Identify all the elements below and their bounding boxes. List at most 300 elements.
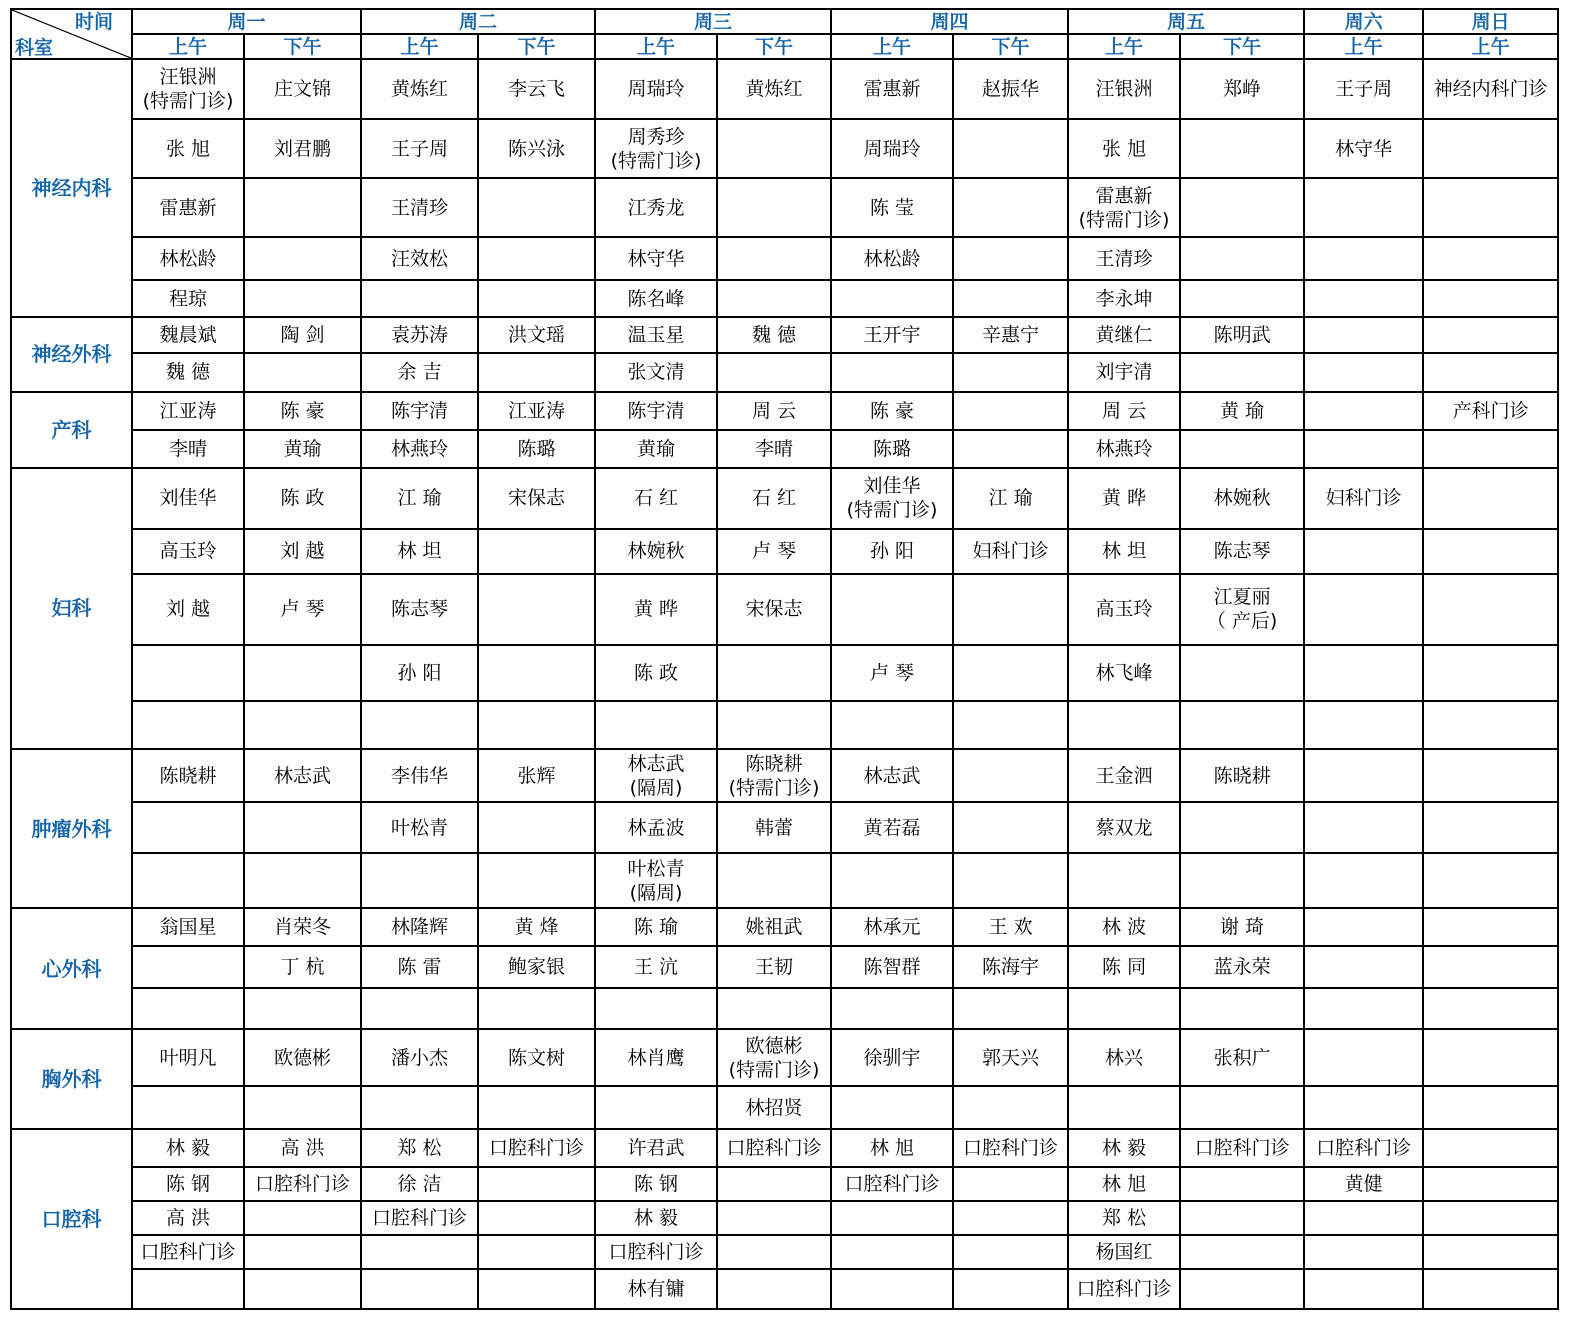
clinic-note: (特需门诊) xyxy=(610,149,702,172)
schedule-cell: 周瑞玲 xyxy=(595,59,717,119)
schedule-cell: 韩蕾 xyxy=(717,802,831,853)
schedule-cell: 李伟华 xyxy=(361,749,478,802)
schedule-cell: 雷惠新 xyxy=(132,178,244,237)
department-name: 神经外科 xyxy=(11,317,132,391)
schedule-cell xyxy=(1068,853,1180,908)
schedule-cell: 庄文锦 xyxy=(244,59,361,119)
schedule-cell xyxy=(244,701,361,749)
schedule-cell xyxy=(132,645,244,701)
schedule-cell: 高玉玲 xyxy=(132,529,244,574)
schedule-cell: 周 云 xyxy=(1068,392,1180,430)
schedule-cell xyxy=(1423,988,1558,1029)
schedule-cell: 欧德彬 xyxy=(244,1029,361,1086)
schedule-cell: 黄炼红 xyxy=(361,59,478,119)
schedule-cell xyxy=(1304,280,1423,317)
schedule-cell: 江亚涛 xyxy=(478,392,595,430)
schedule-cell xyxy=(1423,701,1558,749)
schedule-cell xyxy=(1304,853,1423,908)
schedule-cell xyxy=(717,119,831,178)
schedule-cell: 许君武 xyxy=(595,1129,717,1167)
schedule-cell: 王 欢 xyxy=(953,908,1068,946)
schedule-cell: 林燕玲 xyxy=(361,430,478,468)
schedule-cell: 石 红 xyxy=(717,468,831,529)
slot-header: 下午 xyxy=(953,34,1068,59)
schedule-cell xyxy=(478,237,595,280)
schedule-cell: 孙 阳 xyxy=(361,645,478,701)
schedule-row xyxy=(11,430,1558,468)
corner-time-label: 时间 xyxy=(74,11,113,33)
schedule-cell xyxy=(1423,946,1558,988)
schedule-cell xyxy=(361,280,478,317)
schedule-cell: 陈宇清 xyxy=(361,392,478,430)
schedule-cell xyxy=(1180,802,1304,853)
day-header-row xyxy=(11,9,1558,34)
schedule-cell: 李永坤 xyxy=(1068,280,1180,317)
schedule-row xyxy=(11,749,1558,802)
schedule-cell: 陈志琴 xyxy=(1180,529,1304,574)
schedule-cell: 叶明凡 xyxy=(132,1029,244,1086)
schedule-cell xyxy=(478,353,595,391)
schedule-row xyxy=(11,1129,1558,1167)
schedule-row xyxy=(11,908,1558,946)
schedule-cell: 黄 晔 xyxy=(1068,468,1180,529)
schedule-cell xyxy=(1423,853,1558,908)
schedule-cell xyxy=(1180,701,1304,749)
schedule-cell xyxy=(1423,1269,1558,1309)
schedule-cell xyxy=(1423,1129,1558,1167)
schedule-cell: 林 毅 xyxy=(1068,1129,1180,1167)
schedule-cell xyxy=(132,946,244,988)
schedule-cell xyxy=(1180,1167,1304,1201)
schedule-cell xyxy=(595,749,717,802)
schedule-cell xyxy=(953,1201,1068,1235)
schedule-cell: 陈志琴 xyxy=(361,574,478,645)
schedule-cell xyxy=(244,802,361,853)
schedule-cell: 魏晨斌 xyxy=(132,317,244,353)
schedule-row xyxy=(11,119,1558,178)
day-header: 周五 xyxy=(1068,9,1304,34)
schedule-cell xyxy=(1304,1269,1423,1309)
schedule-cell: 妇科门诊 xyxy=(953,529,1068,574)
schedule-cell xyxy=(1423,119,1558,178)
schedule-cell: 林飞峰 xyxy=(1068,645,1180,701)
schedule-cell xyxy=(132,1086,244,1128)
schedule-cell: 雷惠新 xyxy=(831,59,953,119)
schedule-cell xyxy=(1423,1235,1558,1269)
corner-cell xyxy=(11,9,132,59)
schedule-cell xyxy=(1304,1086,1423,1128)
schedule-row xyxy=(11,1167,1558,1201)
schedule-cell xyxy=(478,529,595,574)
schedule-cell xyxy=(717,1235,831,1269)
schedule-cell: 林守华 xyxy=(1304,119,1423,178)
schedule-cell xyxy=(717,853,831,908)
schedule-cell: 刘佳华 xyxy=(132,468,244,529)
schedule-cell: 陈兴泳 xyxy=(478,119,595,178)
schedule-cell xyxy=(244,645,361,701)
schedule-cell xyxy=(132,988,244,1029)
slot-header: 下午 xyxy=(717,34,831,59)
schedule-cell: 神经内科门诊 xyxy=(1423,59,1558,119)
schedule-cell xyxy=(478,1167,595,1201)
schedule-cell xyxy=(478,701,595,749)
schedule-cell xyxy=(717,645,831,701)
schedule-cell xyxy=(953,645,1068,701)
schedule-cell xyxy=(244,1086,361,1128)
schedule-cell: 陈名峰 xyxy=(595,280,717,317)
schedule-cell xyxy=(478,1201,595,1235)
schedule-cell: 宋保志 xyxy=(478,468,595,529)
clinic-note: （ 产后) xyxy=(1206,610,1278,633)
schedule-cell xyxy=(717,701,831,749)
schedule-cell: 陈晓耕 xyxy=(132,749,244,802)
day-header: 周二 xyxy=(361,9,595,34)
schedule-cell: 王韧 xyxy=(717,946,831,988)
schedule-cell: 林 毅 xyxy=(595,1201,717,1235)
schedule-cell: 王清珍 xyxy=(1068,237,1180,280)
schedule-cell xyxy=(478,645,595,701)
schedule-cell xyxy=(953,237,1068,280)
schedule-cell: 张 旭 xyxy=(1068,119,1180,178)
doctor-name: 林志武 xyxy=(627,752,685,775)
schedule-cell xyxy=(717,1201,831,1235)
schedule-cell: 黄 瑜 xyxy=(1180,392,1304,430)
schedule-cell xyxy=(831,1201,953,1235)
schedule-cell: 郑 松 xyxy=(1068,1201,1180,1235)
doctor-name: 雷惠新 xyxy=(1095,184,1153,207)
day-header: 周一 xyxy=(132,9,361,34)
schedule-cell: 刘 越 xyxy=(132,574,244,645)
schedule-cell: 黄 晔 xyxy=(595,574,717,645)
schedule-cell xyxy=(478,1235,595,1269)
schedule-cell xyxy=(717,353,831,391)
schedule-cell xyxy=(132,802,244,853)
schedule-cell: 口腔科门诊 xyxy=(132,1235,244,1269)
schedule-cell: 口腔科门诊 xyxy=(478,1129,595,1167)
schedule-cell xyxy=(1180,353,1304,391)
schedule-cell xyxy=(1304,430,1423,468)
department-name: 肿瘤外科 xyxy=(11,749,132,908)
schedule-row xyxy=(11,1086,1558,1128)
schedule-cell: 陈 雷 xyxy=(361,946,478,988)
schedule-cell: 王子周 xyxy=(1304,59,1423,119)
doctor-name: 汪银洲 xyxy=(159,66,217,89)
schedule-cell xyxy=(953,353,1068,391)
schedule-cell: 黄健 xyxy=(1304,1167,1423,1201)
schedule-cell: 林 毅 xyxy=(132,1129,244,1167)
schedule-cell: 陈晓耕 xyxy=(1180,749,1304,802)
schedule-row xyxy=(11,392,1558,430)
schedule-cell xyxy=(1423,1201,1558,1235)
schedule-cell: 王清珍 xyxy=(361,178,478,237)
doctor-name: 江夏丽 xyxy=(1213,586,1271,609)
schedule-cell xyxy=(1423,1029,1558,1086)
schedule-cell: 林承元 xyxy=(831,908,953,946)
schedule-row xyxy=(11,317,1558,353)
schedule-cell: 李晴 xyxy=(717,430,831,468)
schedule-cell xyxy=(953,701,1068,749)
schedule-cell: 口腔科门诊 xyxy=(361,1201,478,1235)
schedule-cell xyxy=(953,430,1068,468)
schedule-cell: 周 云 xyxy=(717,392,831,430)
department-name: 心外科 xyxy=(11,908,132,1029)
schedule-row xyxy=(11,802,1558,853)
schedule-cell: 余 吉 xyxy=(361,353,478,391)
schedule-cell: 陈 政 xyxy=(595,645,717,701)
schedule-cell: 王金泗 xyxy=(1068,749,1180,802)
schedule-cell: 陈宇清 xyxy=(595,392,717,430)
slot-header: 上午 xyxy=(1304,34,1423,59)
schedule-cell xyxy=(1304,749,1423,802)
schedule-cell: 陈 钢 xyxy=(132,1167,244,1201)
schedule-cell xyxy=(478,280,595,317)
schedule-cell xyxy=(953,988,1068,1029)
corner-dept-label: 科室 xyxy=(15,37,54,60)
schedule-cell: 蓝永荣 xyxy=(1180,946,1304,988)
schedule-cell xyxy=(831,701,953,749)
schedule-row xyxy=(11,353,1558,391)
schedule-cell: 宋保志 xyxy=(717,574,831,645)
clinic-note: (隔周) xyxy=(629,776,683,799)
schedule-cell xyxy=(595,701,717,749)
schedule-cell xyxy=(1304,701,1423,749)
schedule-cell: 口腔科门诊 xyxy=(717,1129,831,1167)
schedule-cell xyxy=(1304,353,1423,391)
schedule-cell: 江秀龙 xyxy=(595,178,717,237)
schedule-cell xyxy=(1180,119,1304,178)
schedule-cell xyxy=(361,701,478,749)
schedule-cell xyxy=(831,1086,953,1128)
schedule-cell xyxy=(132,701,244,749)
schedule-cell xyxy=(717,237,831,280)
schedule-cell xyxy=(361,853,478,908)
schedule-cell: 陈璐 xyxy=(478,430,595,468)
schedule-cell xyxy=(953,392,1068,430)
schedule-cell: 高 洪 xyxy=(244,1129,361,1167)
schedule-cell: 林招贤 xyxy=(717,1086,831,1128)
clinic-schedule-table xyxy=(10,8,1559,1310)
day-header: 周六 xyxy=(1304,9,1423,34)
schedule-cell: 张 旭 xyxy=(132,119,244,178)
schedule-cell xyxy=(244,178,361,237)
schedule-cell xyxy=(244,280,361,317)
schedule-cell: 黄若磊 xyxy=(831,802,953,853)
schedule-cell xyxy=(1180,178,1304,237)
schedule-cell xyxy=(953,802,1068,853)
schedule-cell xyxy=(361,1269,478,1309)
schedule-cell: 林肖鹰 xyxy=(595,1029,717,1086)
schedule-cell xyxy=(717,1269,831,1309)
schedule-cell xyxy=(361,1086,478,1128)
schedule-cell: 杨国红 xyxy=(1068,1235,1180,1269)
schedule-cell: 产科门诊 xyxy=(1423,392,1558,430)
schedule-cell: 林守华 xyxy=(595,237,717,280)
schedule-cell xyxy=(595,988,717,1029)
doctor-name: 陈晓耕 xyxy=(745,752,803,775)
schedule-cell: 妇科门诊 xyxy=(1304,468,1423,529)
schedule-row xyxy=(11,1029,1558,1086)
schedule-cell: 陈智群 xyxy=(831,946,953,988)
slot-header: 上午 xyxy=(1068,34,1180,59)
schedule-cell: 林 旭 xyxy=(1068,1167,1180,1201)
schedule-cell xyxy=(361,1235,478,1269)
schedule-cell xyxy=(478,178,595,237)
day-header: 周四 xyxy=(831,9,1068,34)
schedule-cell xyxy=(1423,802,1558,853)
schedule-cell xyxy=(1068,1086,1180,1128)
schedule-cell: 潘小杰 xyxy=(361,1029,478,1086)
schedule-cell: 陶 剑 xyxy=(244,317,361,353)
schedule-cell: 口腔科门诊 xyxy=(1180,1129,1304,1167)
schedule-cell: 郭天兴 xyxy=(953,1029,1068,1086)
schedule-cell xyxy=(1180,237,1304,280)
schedule-cell xyxy=(244,1269,361,1309)
schedule-cell: 刘君鹏 xyxy=(244,119,361,178)
schedule-cell xyxy=(717,178,831,237)
schedule-cell: 姚祖武 xyxy=(717,908,831,946)
schedule-cell xyxy=(831,988,953,1029)
schedule-cell xyxy=(1180,280,1304,317)
schedule-cell xyxy=(1423,353,1558,391)
schedule-cell xyxy=(953,749,1068,802)
clinic-note: (特需门诊) xyxy=(142,90,234,113)
schedule-cell xyxy=(953,1086,1068,1128)
schedule-cell xyxy=(244,853,361,908)
slot-header: 上午 xyxy=(831,34,953,59)
schedule-row xyxy=(11,701,1558,749)
schedule-cell: 陈 豪 xyxy=(831,392,953,430)
schedule-row xyxy=(11,529,1558,574)
schedule-cell xyxy=(831,1269,953,1309)
schedule-cell: 王子周 xyxy=(361,119,478,178)
slot-header: 下午 xyxy=(478,34,595,59)
schedule-cell: 鲍家银 xyxy=(478,946,595,988)
schedule-cell: 陈 莹 xyxy=(831,178,953,237)
schedule-cell xyxy=(953,178,1068,237)
doctor-name: 叶松青 xyxy=(627,857,685,880)
day-header: 周日 xyxy=(1423,9,1558,34)
slot-header: 上午 xyxy=(132,34,244,59)
schedule-cell xyxy=(478,574,595,645)
schedule-row xyxy=(11,237,1558,280)
schedule-cell xyxy=(1304,988,1423,1029)
schedule-cell: 高 洪 xyxy=(132,1201,244,1235)
schedule-row xyxy=(11,853,1558,908)
schedule-cell: 赵振华 xyxy=(953,59,1068,119)
schedule-cell xyxy=(1180,1269,1304,1309)
department-name: 妇科 xyxy=(11,468,132,749)
schedule-cell xyxy=(1180,574,1304,645)
schedule-cell: 陈 政 xyxy=(244,468,361,529)
schedule-cell xyxy=(953,119,1068,178)
schedule-cell: 黄 烽 xyxy=(478,908,595,946)
doctor-name: 周秀珍 xyxy=(627,125,685,148)
schedule-cell xyxy=(831,1235,953,1269)
schedule-cell xyxy=(1423,280,1558,317)
schedule-cell xyxy=(1423,574,1558,645)
schedule-cell: 汪银洲 xyxy=(1068,59,1180,119)
schedule-cell: 黄继仁 xyxy=(1068,317,1180,353)
schedule-cell xyxy=(1423,430,1558,468)
clinic-note: (隔周) xyxy=(629,881,683,904)
schedule-cell: 口腔科门诊 xyxy=(1304,1129,1423,1167)
slot-header-row xyxy=(11,34,1558,59)
slot-header: 上午 xyxy=(595,34,717,59)
schedule-cell: 林 坦 xyxy=(361,529,478,574)
schedule-cell xyxy=(1423,529,1558,574)
schedule-cell xyxy=(717,280,831,317)
schedule-cell: 林志武 xyxy=(831,749,953,802)
schedule-row xyxy=(11,59,1558,119)
schedule-cell xyxy=(831,574,953,645)
schedule-cell: 汪效松 xyxy=(361,237,478,280)
schedule-cell xyxy=(831,353,953,391)
schedule-cell xyxy=(1304,1235,1423,1269)
schedule-cell: 孙 阳 xyxy=(831,529,953,574)
schedule-cell xyxy=(953,1167,1068,1201)
doctor-name: 刘佳华 xyxy=(863,475,921,498)
schedule-cell: 陈 同 xyxy=(1068,946,1180,988)
schedule-cell xyxy=(1180,645,1304,701)
schedule-cell xyxy=(1304,529,1423,574)
schedule-cell: 刘宇清 xyxy=(1068,353,1180,391)
schedule-row xyxy=(11,1235,1558,1269)
schedule-cell xyxy=(953,1269,1068,1309)
clinic-note: (特需门诊) xyxy=(1078,208,1170,231)
department-name: 胸外科 xyxy=(11,1029,132,1128)
schedule-cell xyxy=(1304,645,1423,701)
schedule-cell xyxy=(1423,908,1558,946)
schedule-cell: 卢 琴 xyxy=(717,529,831,574)
slot-header: 上午 xyxy=(1423,34,1558,59)
schedule-cell xyxy=(1304,946,1423,988)
schedule-cell xyxy=(831,468,953,529)
doctor-name: 欧德彬 xyxy=(745,1034,803,1057)
schedule-cell: 徐 洁 xyxy=(361,1167,478,1201)
clinic-note: (特需门诊) xyxy=(846,499,938,522)
schedule-cell: 林松龄 xyxy=(831,237,953,280)
schedule-cell xyxy=(1180,1235,1304,1269)
day-header: 周三 xyxy=(595,9,831,34)
department-name: 神经内科 xyxy=(11,59,132,317)
schedule-cell xyxy=(1423,749,1558,802)
schedule-cell: 高玉玲 xyxy=(1068,574,1180,645)
schedule-cell: 程琼 xyxy=(132,280,244,317)
schedule-cell: 徐驯宇 xyxy=(831,1029,953,1086)
schedule-cell: 陈海宇 xyxy=(953,946,1068,988)
slot-header: 下午 xyxy=(1180,34,1304,59)
schedule-cell: 口腔科门诊 xyxy=(1068,1269,1180,1309)
schedule-cell: 江亚涛 xyxy=(132,392,244,430)
schedule-cell xyxy=(1304,908,1423,946)
schedule-cell xyxy=(1423,178,1558,237)
schedule-cell: 王 沆 xyxy=(595,946,717,988)
schedule-cell: 魏 德 xyxy=(132,353,244,391)
schedule-cell xyxy=(1423,1086,1558,1128)
schedule-cell: 魏 德 xyxy=(717,317,831,353)
schedule-cell: 王开宇 xyxy=(831,317,953,353)
schedule-cell xyxy=(1180,853,1304,908)
schedule-cell xyxy=(244,1235,361,1269)
schedule-cell: 黄瑜 xyxy=(244,430,361,468)
schedule-cell xyxy=(1180,1086,1304,1128)
schedule-cell xyxy=(595,853,717,908)
schedule-cell: 张辉 xyxy=(478,749,595,802)
schedule-cell xyxy=(1304,1029,1423,1086)
schedule-cell: 林 旭 xyxy=(831,1129,953,1167)
schedule-cell: 口腔科门诊 xyxy=(831,1167,953,1201)
schedule-cell: 陈 豪 xyxy=(244,392,361,430)
